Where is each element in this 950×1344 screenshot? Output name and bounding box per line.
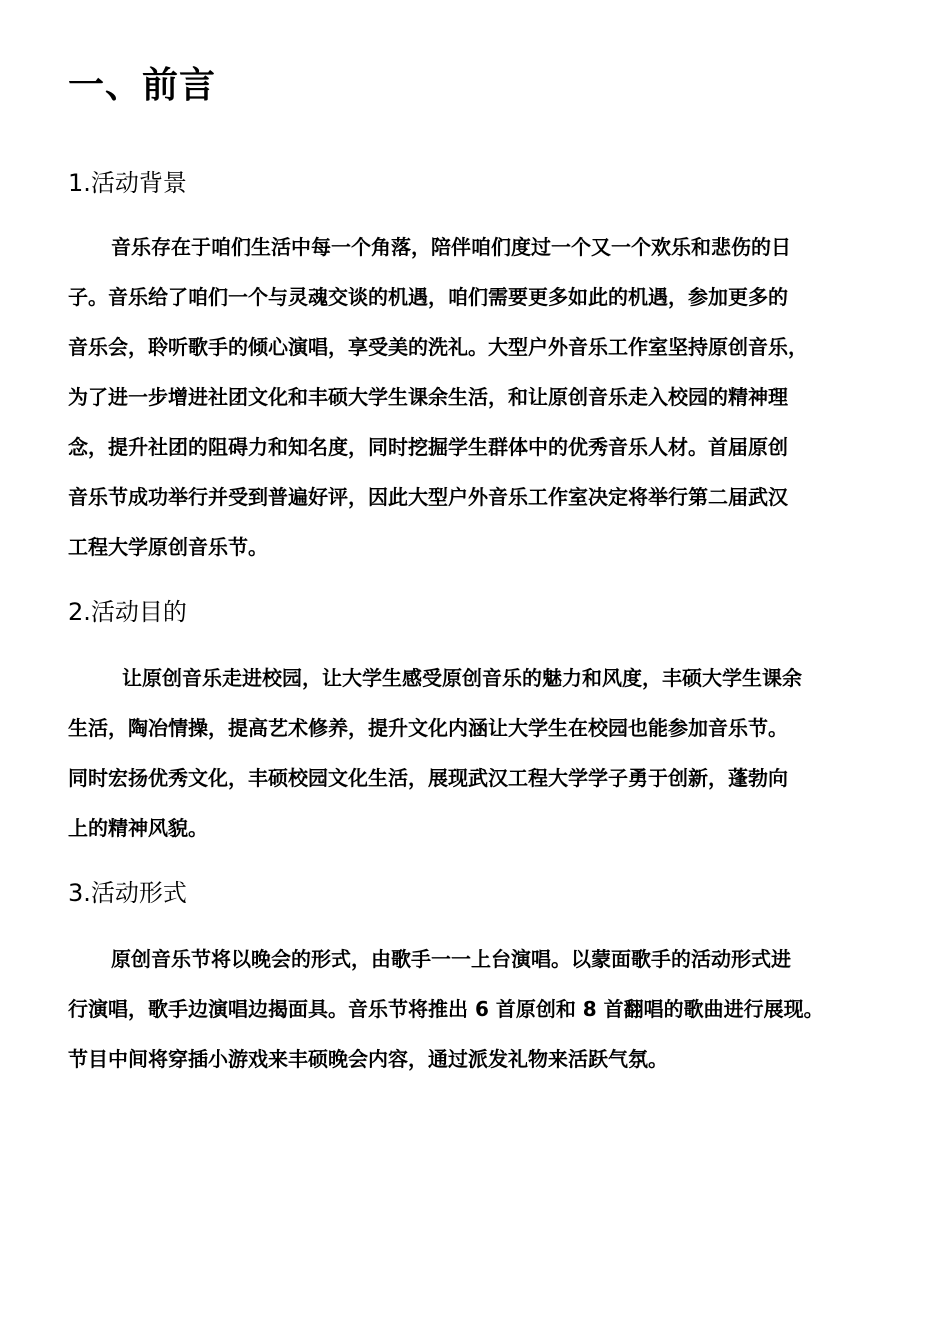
paragraph-line: 让原创音乐走进校园，让大学生感受原创音乐的魅力和风度，丰硕大学生课余 <box>122 666 802 690</box>
paragraph-line: 行演唱，歌手边演唱边揭面具。音乐节将推出 6 首原创和 8 首翻唱的歌曲进行展现。 <box>68 997 824 1021</box>
section-body-background <box>68 222 898 572</box>
paragraph-line: 为了进一步增进社团文化和丰硕大学生课余生活，和让原创音乐走入校园的精神理 <box>68 385 788 409</box>
section-body-format <box>68 934 898 1084</box>
paragraph-line: 原创音乐节将以晚会的形式，由歌手一一上台演唱。以蒙面歌手的活动形式进 <box>111 947 791 971</box>
paragraph-line: 念，提升社团的阻碍力和知名度，同时挖掘学生群体中的优秀音乐人材。首届原创 <box>68 435 788 459</box>
paragraph-line: 生活，陶冶情操，提高艺术修养，提升文化内涵让大学生在校园也能参加音乐节。 <box>68 716 788 740</box>
paragraph-line: 音乐会，聆听歌手的倾心演唱，享受美的洗礼。大型户外音乐工作室坚持原创音乐， <box>68 335 808 359</box>
section-title-background: 1.活动背景 <box>68 169 187 197</box>
paragraph-line: 节目中间将穿插小游戏来丰硕晚会内容，通过派发礼物来活跃气氛。 <box>68 1047 668 1071</box>
section-title-format: 3.活动形式 <box>68 879 187 907</box>
paragraph-line: 子。音乐给了咱们一个与灵魂交谈的机遇，咱们需要更多如此的机遇，参加更多的 <box>68 285 788 309</box>
section-title-purpose: 2.活动目的 <box>68 598 187 626</box>
paragraph-line: 工程大学原创音乐节。 <box>68 535 268 559</box>
paragraph-line: 音乐节成功举行并受到普遍好评，因此大型户外音乐工作室决定将举行第二届武汉 <box>68 485 788 509</box>
paragraph-line: 上的精神风貌。 <box>68 816 208 840</box>
page-title: 一、前言 <box>68 65 217 106</box>
paragraph-line: 同时宏扬优秀文化，丰硕校园文化生活，展现武汉工程大学学子勇于创新，蓬勃向 <box>68 766 788 790</box>
section-body-purpose <box>68 653 898 853</box>
paragraph-line: 音乐存在于咱们生活中每一个角落，陪伴咱们度过一个又一个欢乐和悲伤的日 <box>111 235 791 259</box>
